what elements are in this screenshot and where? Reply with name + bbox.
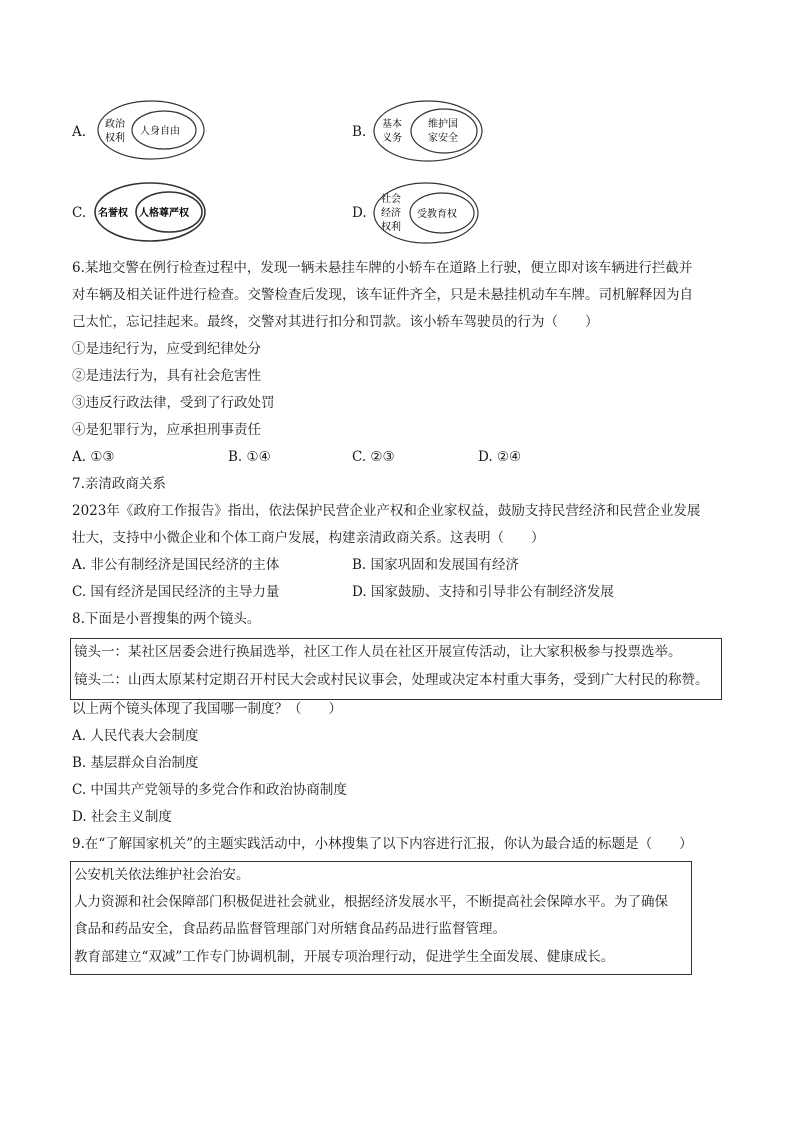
q6-choice-c[interactable]: C. ②③: [352, 449, 395, 465]
inner-label: 家安全: [428, 133, 458, 144]
q8-box-line: 镜头二：山西太原某村定期召开村民大会或村民议事会，处理或决定本村重大事务，受到广大村民的称赞。: [74, 672, 709, 688]
q9-box-line: 人力资源和社会保障部门积极促进社会就业，根据经济发展水平，不断提高社会保障水平。为了确保: [74, 894, 668, 910]
outer-label: 义务: [382, 133, 402, 144]
q6-stem-line: 对车辆及相关证件进行检查。交警检查后发现，该车证件齐全，只是未悬挂机动车车牌。司机解释因为自: [72, 287, 693, 303]
option-b-diagram: [372, 99, 484, 163]
inner-label: 人身自由: [140, 126, 180, 137]
q9-stem: 9.在“了解国家机关”的主题实践活动中，小林搜集了以下内容进行汇报，你认为最合适的标题是（ ）: [72, 836, 693, 852]
q6-item: ①是违纪行为，应受到纪律处分: [72, 341, 261, 357]
option-d-diagram: [372, 180, 480, 246]
option-d-letter[interactable]: D.: [352, 205, 367, 221]
option-b-letter[interactable]: B.: [352, 124, 367, 140]
outer-label: 权利: [105, 133, 125, 144]
q7-stem-line: 2023年《政府工作报告》指出，依法保护民营企业产权和企业家权益，鼓励支持民营经济和民营企业发展: [72, 503, 701, 519]
outer-label: 社会: [381, 194, 401, 205]
q8-title: 8.下面是小晋搜集的两个镜头。: [72, 611, 261, 627]
option-c-letter[interactable]: C.: [72, 205, 87, 221]
q6-choice-d[interactable]: D. ②④: [478, 449, 522, 465]
outer-label: 经济: [381, 208, 401, 219]
q6-stem-line: 己太忙，忘记挂起来。最终，交警对其进行扣分和罚款。该小轿车驾驶员的行为（ ）: [72, 314, 599, 330]
q6-item: ②是违法行为，具有社会危害性: [72, 368, 261, 384]
inner-label: 人格尊严权: [139, 208, 189, 219]
q9-box-line: 教育部建立“双减”工作专门协调机制，开展专项治理行动，促进学生全面发展、健康成长。: [74, 949, 615, 965]
q6-choice-b[interactable]: B. ①④: [228, 449, 271, 465]
q7-choice-b[interactable]: B. 国家巩固和发展国有经济: [352, 557, 520, 573]
q7-title: 7.亲清政商关系: [72, 476, 166, 492]
inner-ellipse: [411, 109, 477, 153]
q7-choice-d[interactable]: D. 国家鼓励、支持和引导非公有制经济发展: [352, 584, 614, 600]
q8-choice-b[interactable]: B. 基层群众自治制度: [72, 755, 199, 771]
q9-material-box: [70, 861, 692, 975]
q6-stem-line: 6.某地交警在例行检查过程中，发现一辆未悬挂车牌的小轿车在道路上行驶，便立即对该车辆进行拦截并: [72, 260, 693, 276]
inner-label: 受教育权: [417, 209, 457, 220]
q8-choice-d[interactable]: D. 社会主义制度: [72, 809, 172, 825]
q6-choice-a[interactable]: A. ①③: [72, 449, 115, 465]
option-a-letter[interactable]: A.: [72, 124, 87, 140]
inner-label: 维护国: [428, 119, 458, 130]
option-c-diagram: [93, 180, 209, 244]
outer-label: 权利: [381, 222, 401, 233]
outer-label: 基本: [382, 119, 402, 130]
q7-stem-line: 壮大，支持中小微企业和个体工商户发展，构建亲清政商关系。这表明（ ）: [72, 530, 545, 546]
option-a-diagram: [96, 99, 206, 161]
q8-material-box: [70, 638, 722, 700]
q7-choice-a[interactable]: A. 非公有制经济是国民经济的主体: [72, 557, 280, 573]
q8-question: 以上两个镜头体现了我国哪一制度？（ ）: [72, 701, 342, 717]
q9-box-line: 公安机关依法维护社会治安。: [74, 867, 250, 883]
q8-box-line: 镜头一：某社区居委会进行换届选举，社区工作人员在社区开展宣传活动，让大家积极参与投票选举。: [74, 644, 682, 660]
outer-label: 名誉权: [98, 208, 128, 219]
q7-choice-c[interactable]: C. 国有经济是国民经济的主导力量: [72, 584, 280, 600]
q8-choice-c[interactable]: C. 中国共产党领导的多党合作和政治协商制度: [72, 782, 347, 798]
q6-item: ③违反行政法律，受到了行政处罚: [72, 395, 275, 411]
outer-ellipse: [374, 101, 482, 161]
outer-label: 政治: [105, 119, 125, 130]
q6-item: ④是犯罪行为，应承担刑事责任: [72, 422, 261, 438]
q8-choice-a[interactable]: A. 人民代表大会制度: [72, 728, 199, 744]
q9-box-line: 食品和药品安全，食品药品监督管理部门对所辖食品药品进行监督管理。: [74, 921, 506, 937]
